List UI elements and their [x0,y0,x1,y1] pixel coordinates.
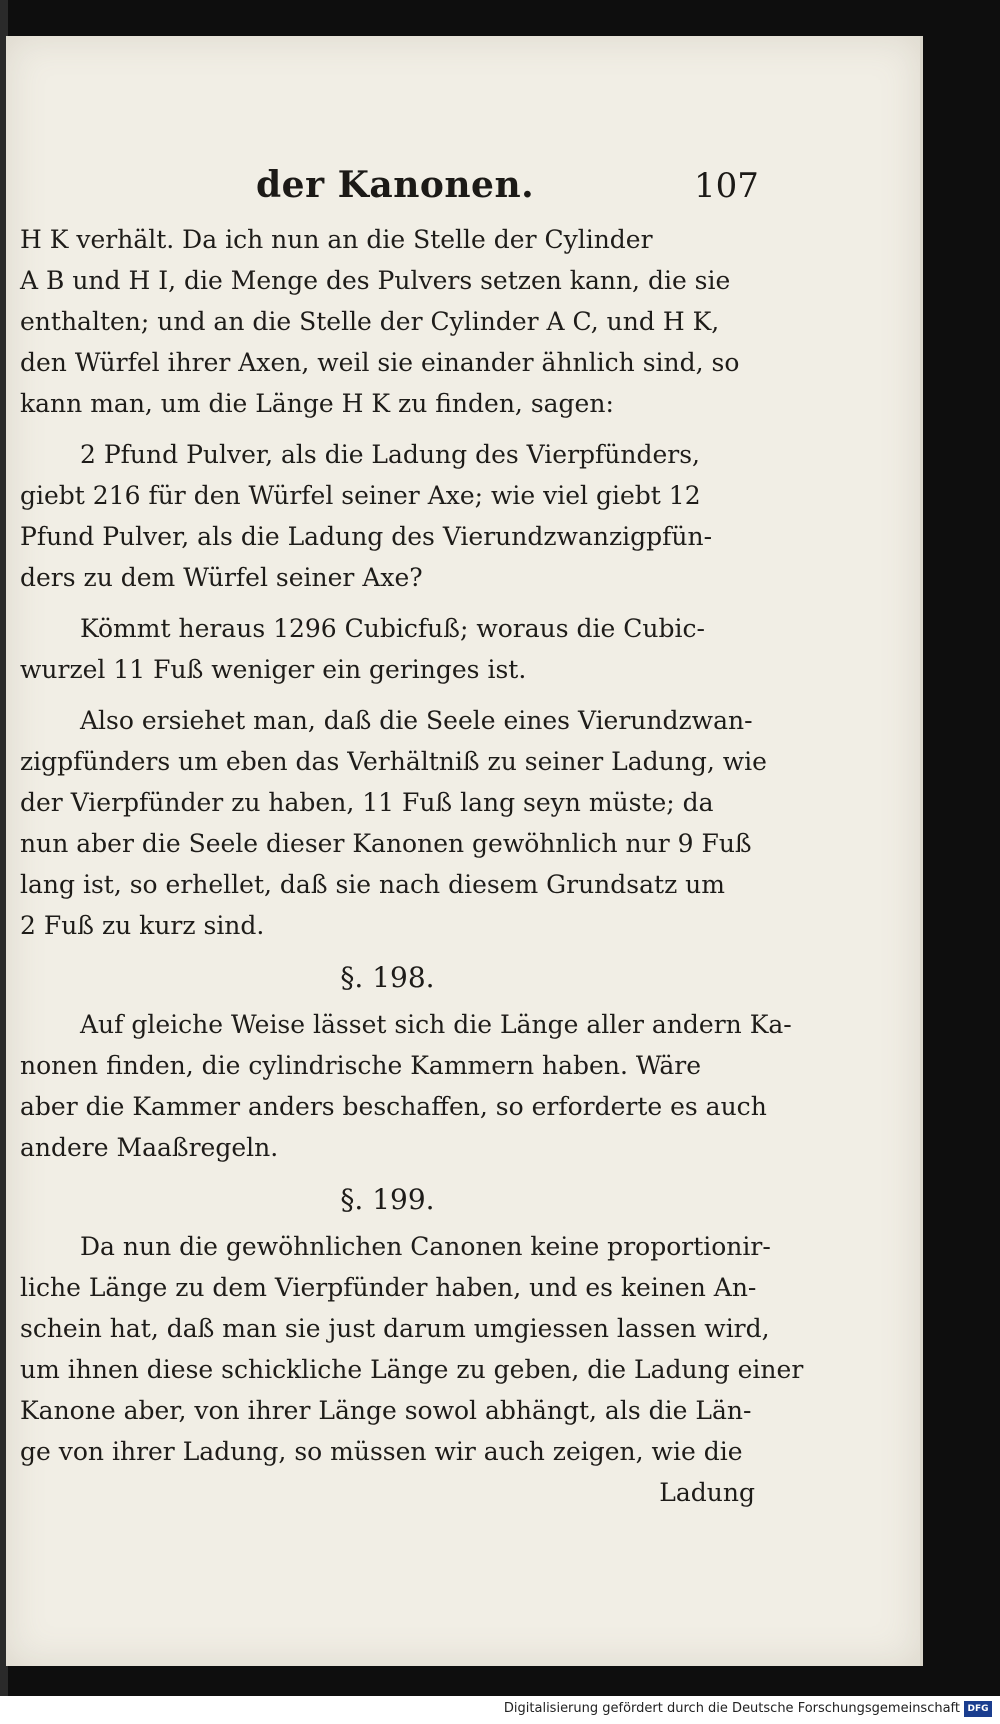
text-line: Kömmt heraus 1296 Cubicfuß; woraus die Cubic- [80,614,705,643]
paragraph-2 [20,434,755,598]
text-line: enthalten; und an die Stelle der Cylinder A C, und H K, [20,307,720,336]
text-line: Da nun die gewöhnlichen Canonen keine proportionir- [80,1232,771,1261]
text-line: kann man, um die Länge H K zu finden, sagen: [20,389,614,418]
footer-credit: Digitalisierung gefördert durch die Deutsche Forschungsgemeinschaft [503,1701,960,1716]
text-line: der Vierpfünder zu haben, 11 Fuß lang seyn müste; da [20,788,714,817]
text-line: 2 Pfund Pulver, als die Ladung des Vierpfünders, [80,440,701,469]
paragraph-3 [20,608,755,690]
text-line: Kanone aber, von ihrer Länge sowol abhängt, als die Län- [20,1396,752,1425]
text-line: Auf gleiche Weise lässet sich die Länge aller andern Ka- [80,1010,792,1039]
text-line: A B und H I, die Menge des Pulvers setzen kann, die sie [20,266,731,295]
text-line: H K verhält. Da ich nun an die Stelle der Cylinder [20,225,653,254]
page-body [20,219,804,1523]
page-header [6,164,920,214]
running-head: der Kanonen. [256,164,535,206]
paragraph-4 [20,700,767,946]
text-line: Pfund Pulver, als die Ladung des Vierundzwanzigpfün- [20,522,713,551]
text-line: ders zu dem Würfel seiner Axe? [20,563,423,592]
catchword: Ladung [659,1478,755,1507]
paragraph-section-199 [20,1226,804,1513]
text-line: 2 Fuß zu kurz sind. [20,911,265,940]
text-line: aber die Kammer anders beschaffen, so erforderte es auch [20,1092,767,1121]
text-line: giebt 216 für den Würfel seiner Axe; wie viel giebt 12 [20,481,701,510]
text-line: andere Maaßregeln. [20,1133,279,1162]
text-line: nonen finden, die cylindrische Kammern haben. Wäre [20,1051,702,1080]
paragraph-1 [20,219,755,424]
book-page [6,36,923,1666]
section-heading-198: §. 198. [340,961,435,994]
text-line: Also ersiehet man, daß die Seele eines Vierundzwan- [80,706,753,735]
paragraph-section-198 [20,1004,792,1168]
digitization-footer [0,1696,1000,1724]
text-line: den Würfel ihrer Axen, weil sie einander ähnlich sind, so [20,348,740,377]
text-line: um ihnen diese schickliche Länge zu geben, die Ladung einer [20,1355,804,1384]
text-line: wurzel 11 Fuß weniger ein geringes ist. [20,655,527,684]
text-line: liche Länge zu dem Vierpfünder haben, und es keinen An- [20,1273,757,1302]
text-line: schein hat, daß man sie just darum umgiessen lassen wird, [20,1314,770,1343]
text-line: ge von ihrer Ladung, so müssen wir auch zeigen, wie die [20,1437,743,1466]
page-number: 107 [694,166,759,206]
text-line: nun aber die Seele dieser Kanonen gewöhnlich nur 9 Fuß [20,829,752,858]
text-line: zigpfünders um eben das Verhältniß zu seiner Ladung, wie [20,747,767,776]
section-heading-199: §. 199. [340,1183,435,1216]
dfg-logo-icon: DFG [964,1701,992,1717]
text-line: lang ist, so erhellet, daß sie nach diesem Grundsatz um [20,870,725,899]
